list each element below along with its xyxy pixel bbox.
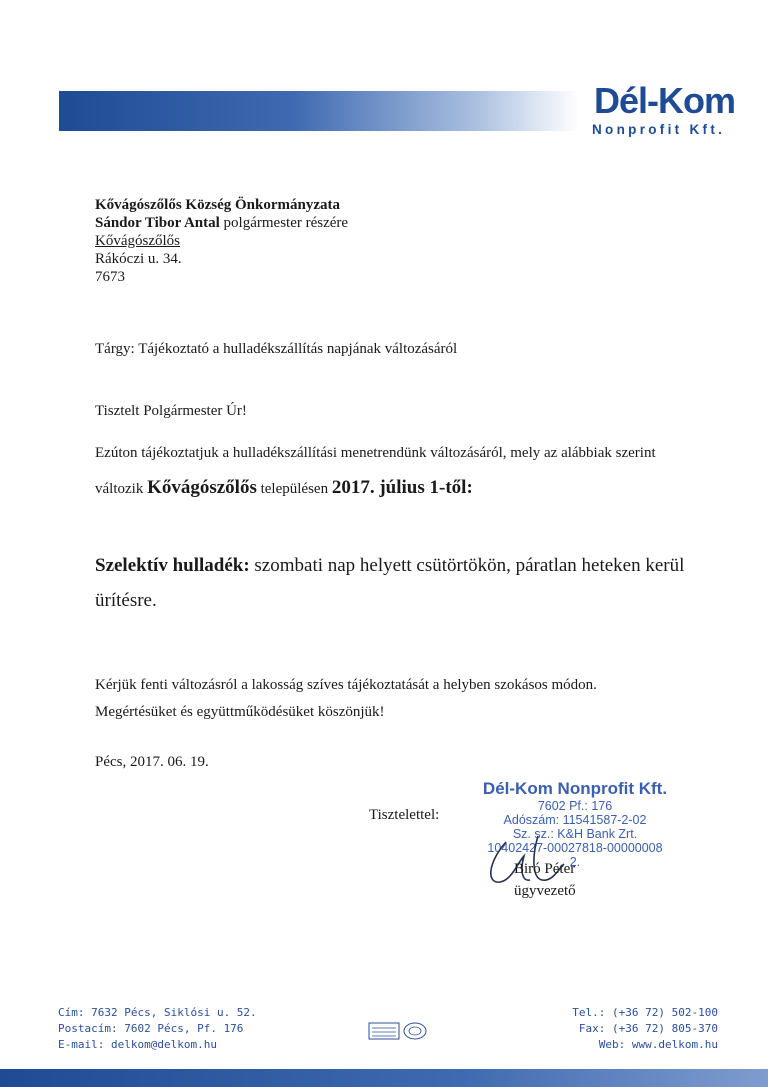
recipient-street: Rákóczi u. 34.	[95, 251, 182, 267]
recipient-city: Kővágószőlős	[95, 233, 180, 249]
body-line-2	[95, 477, 473, 499]
footer-email: E-mail: delkom@delkom.hu	[58, 1038, 217, 1051]
stamp-po-box: 7602 Pf.: 176	[537, 799, 613, 813]
stamp-account-number: 10402427-00027818-00000008	[487, 841, 663, 855]
body-effective-date: 2017. július 1-től:	[331, 477, 473, 498]
request-line-2: Megértésüket és együttműködésüket köszönjük!	[95, 704, 385, 720]
letter-date: Pécs, 2017. 06. 19.	[95, 754, 209, 770]
recipient-title: polgármester részére	[219, 215, 349, 231]
subject-line: Tárgy: Tájékoztató a hulladékszállítás napjának változásáról	[95, 341, 458, 357]
footer-contact-right	[572, 1005, 718, 1053]
footer-postal: Postacím: 7602 Pécs, Pf. 176	[58, 1022, 244, 1035]
greeting: Tisztelt Polgármester Úr!	[95, 403, 247, 419]
recipient-organization: Kővágószőlős Község Önkormányzata	[95, 197, 340, 213]
recipient-name: Sándor Tibor Antal	[95, 215, 220, 231]
selective-text: szombati nap helyett csütörtökön, páratlan heteken kerül	[249, 555, 685, 576]
company-logo-subtitle: Nonprofit Kft.	[592, 122, 726, 137]
body-place: Kővágószőlős	[147, 477, 257, 498]
signer-name: Biró Péter	[514, 861, 576, 877]
request-line-1: Kérjük fenti változásról a lakosság szíves tájékoztatását a helyben szokásos módon.	[95, 677, 597, 693]
footer-contact-left	[58, 1005, 257, 1053]
signer-role: ügyvezető	[514, 883, 576, 899]
body-line-1: Ezúton tájékoztatjuk a hulladékszállítási menetrendünk változásáról, mely az alábbiak szerint	[95, 445, 656, 461]
footer-address: Cím: 7632 Pécs, Siklósi u. 52.	[58, 1006, 257, 1019]
stamp-tax-number: Adószám: 11541587-2-02	[503, 813, 647, 827]
closing: Tisztelettel:	[369, 807, 440, 823]
footer-band	[0, 1069, 768, 1087]
header-band	[59, 91, 579, 131]
footer-fax: Fax: (+36 72) 805-370	[578, 1022, 718, 1035]
footer-phone: Tel.: (+36 72) 502-100	[572, 1006, 718, 1019]
body-line-2-mid: településen	[256, 481, 332, 497]
stamp-number: 2.	[569, 855, 581, 869]
recipient-address	[95, 196, 348, 286]
company-logo-name: Dél-Kom	[594, 80, 736, 121]
selective-waste-line-2: ürítésre.	[95, 590, 157, 611]
body-line-2-pre: változik	[95, 481, 148, 497]
recipient-person	[95, 214, 348, 232]
recipient-zip: 7673	[95, 269, 125, 285]
selective-label: Szelektív hulladék:	[95, 555, 250, 576]
signature	[478, 822, 598, 892]
stamp-title: Dél-Kom Nonprofit Kft.	[482, 779, 668, 798]
certification-logo-icon	[368, 1020, 428, 1042]
stamp-bank: Sz. sz.: K&H Bank Zrt.	[512, 827, 638, 841]
footer-web: Web: www.delkom.hu	[598, 1038, 718, 1051]
selective-waste-line-1	[95, 555, 684, 577]
